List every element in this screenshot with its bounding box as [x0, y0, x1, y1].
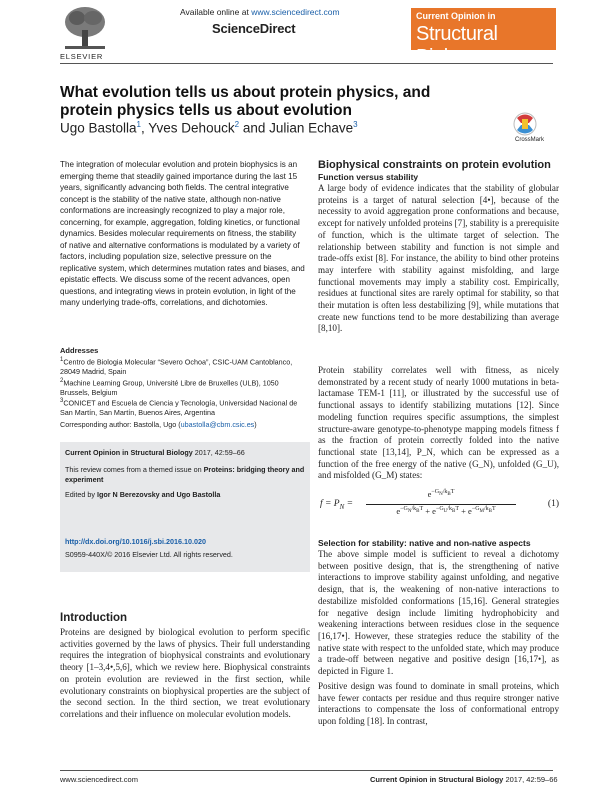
corresponding-suffix: )	[254, 420, 257, 429]
article-info-box	[60, 442, 310, 572]
crossmark-label: CrossMark	[515, 137, 545, 143]
fraction-bar	[366, 504, 516, 505]
info-theme-prefix: This review comes from a themed issue on	[65, 465, 202, 474]
copyright-line: S0959-440X/© 2016 Elsevier Ltd. All rights reserved.	[65, 550, 233, 559]
introduction-heading: Introduction	[60, 612, 128, 624]
footer-website: www.sciencedirect.com	[60, 775, 138, 784]
info-editor-names: Igor N Berezovsky and Ugo Bastolla	[96, 490, 221, 499]
equation-denominator: $e^{-G_N/k_BT} + e^{-G_U/k_BT} + e^{-G_M/k_BT}$	[396, 506, 496, 516]
elsevier-tree-logo	[61, 4, 109, 52]
address-number: 2	[60, 377, 64, 384]
info-edited-prefix: Edited by	[65, 490, 95, 499]
address-item	[60, 397, 310, 418]
subsection-heading: Function versus stability	[318, 172, 419, 182]
author-name: Julian Echave	[269, 120, 354, 136]
abstract: The integration of molecular evolution and protein biophysics is an emerging theme that steadily gained importance during the last 15 years, significantly advancing both fields. The central integrative concept is the stability of the native state, although non-native conformations are increasingly recognized to play a major role, concerning, for example, aggregation, folding kinetics, or functional dynamics. Besides molecular requirements on fitness, the stability of native and alternative conformations is modulated by a variety of factors, including population size, selective pressure on the replicative system, which determines mutation rates and biases, and epistatic effects. We discuss some of the recent advances, open questions, and integrating views in protein evolution, in light of the many underlying trade-offs, correlations, and dichotomies.	[60, 160, 305, 307]
journal-banner-line2: Structural Biology	[416, 23, 498, 68]
address-text: Machine Learning Group, Université Libre de Bruxelles (ULB), 1050 Brussels, Belgium	[60, 377, 279, 397]
body-paragraph: Protein stability correlates well with fitness, as nicely demonstrated by a recent study of nearly 1000 mutations in beta-lactamase TEM-1 [11], or illustrated by the successful use of functional assays to identify stabilizing mutations [12]. Since modeling function requires specific assumptions, the simplest structure-aware genotype-to-phenotype mapping models fitness f as the fraction of protein correctly folded into the native functional state [13,14], P_N, which can be expressed as a function of the free energy of the native (G_N), unfolded (G_U), and misfolded (G_M) states:	[318, 365, 559, 481]
info-theme-title: Proteins: bridging theory and experiment	[65, 465, 305, 484]
info-editors	[65, 490, 220, 499]
subsection-heading: Selection for stability: native and non-native aspects	[318, 538, 531, 548]
author-list	[60, 120, 358, 136]
footer-citation	[370, 775, 558, 784]
address-item	[60, 377, 310, 398]
author-affiliation[interactable]: 3	[353, 120, 358, 129]
available-prefix: Available online at	[180, 7, 249, 17]
corresponding-email-link[interactable]: ubastolla@cbm.csic.es	[180, 420, 255, 429]
footer-divider	[60, 770, 553, 771]
equation-number: (1)	[547, 499, 559, 509]
corresponding-prefix: Corresponding author: Bastolla, Ugo (	[60, 420, 181, 429]
author-separator: and	[242, 120, 266, 136]
article-title: What evolution tells us about protein physics, and protein physics tells us about evolution	[60, 84, 431, 119]
author-separator: ,	[141, 120, 145, 136]
journal-banner-line1: Current Opinion in	[416, 11, 496, 21]
address-text: CONICET and Escuela de Ciencia y Tecnología, Universidad Nacional de San Martín, San Martín, Buenos Aires, Argentina	[60, 398, 298, 418]
addresses-heading: Addresses	[60, 346, 99, 355]
address-number: 1	[60, 357, 64, 363]
corresponding-author	[60, 420, 257, 429]
author-name: Yves Dehouck	[148, 120, 235, 136]
footer-journal: Current Opinion in Structural Biology	[370, 775, 504, 784]
journal-banner	[411, 8, 556, 68]
available-online	[180, 7, 340, 17]
doi-link[interactable]: http://dx.doi.org/10.1016/j.sbi.2016.10.020	[65, 537, 207, 546]
info-theme	[65, 465, 305, 484]
header-divider	[60, 63, 553, 64]
equation-1	[318, 487, 559, 523]
sciencedirect-link[interactable]: www.sciencedirect.com	[251, 7, 340, 17]
footer-cite: 2017, 42:59–66	[505, 775, 558, 784]
address-list	[60, 356, 310, 418]
info-citation-number: 2017, 42:59–66	[194, 448, 245, 457]
author-affiliation[interactable]: 1	[136, 120, 141, 129]
equation-numerator: $e^{-G_N/k_BT}$	[427, 489, 455, 499]
body-paragraph: The above simple model is sufficient to reveal a dichotomy between positive design, that is, the strengthening of native interactions to improve stability against unfolding, and negative design, that is, the weakening of non-native interactions to destabilize misfolded conformations [15,16]. General strategies for negative design include limiting hydrophobicity and weakening interactions between residues close in the sequence [16,17•]. However, these strategies reduce the stability of the native state with respect to the unfolded state, which may produce a trade-off between negative and positive design [16,17•], as depicted in Figure 1.	[318, 549, 559, 677]
info-citation	[65, 448, 245, 457]
introduction-text: Proteins are designed by biological evolution to perform specific activities governed by the laws of physics. Their full understanding requires the integration of biophysical constraints and evolutionary theory [1–3,4•,5,6], which we review here. Biophysical constraints on protein evolution are reviewed in the first section, while evolutionary constraints on biophysical properties are the subject of the second section. In the third section, we treat evolutionary correlations and their influence on molecular evolution models.	[60, 627, 310, 719]
body-paragraph: A large body of evidence indicates that the stability of globular proteins is a target of natural selection [4•], because of the necessity to avoid aggregation prone conformations and because, except for natively unfolded proteins [7], stability is a prerequisite of function, which is the ultimate target of selection. The relationship between stability and function is not simple and trade-offs exist [8]. For instance, the ability to bind other proteins may interfere with stability against misfolding, and large functional movements may imply a stability cost. Empirically, residues at functional sites are rarely optimal for stability, so that their mutation is often less destabilizing [9], while mutations that create new functions tend to be more destabilizing than average [8,10].	[318, 183, 559, 334]
author-name: Ugo Bastolla	[60, 120, 137, 136]
section-heading: Biophysical constraints on protein evolution	[318, 159, 551, 171]
sciencedirect-brand: ScienceDirect	[212, 21, 296, 36]
address-item	[60, 356, 310, 377]
author-affiliation[interactable]: 2	[234, 120, 240, 129]
address-text: Centro de Biologia Molecular “Severo Ochoa”, CSIC-UAM Cantoblanco, 28049 Madrid, Spain	[60, 357, 293, 376]
equation-lhs: $f = P_N$ =	[320, 499, 354, 511]
body-paragraph: Positive design was found to dominate in small proteins, which have fewer contacts per residue and thus require stronger native interactions to compensate the loss of conformational entropy upon folding [18]. In contrast,	[318, 681, 559, 727]
address-number: 3	[60, 398, 64, 405]
publisher-name: ELSEVIER	[60, 52, 104, 61]
info-journal: Current Opinion in Structural Biology	[65, 448, 193, 457]
